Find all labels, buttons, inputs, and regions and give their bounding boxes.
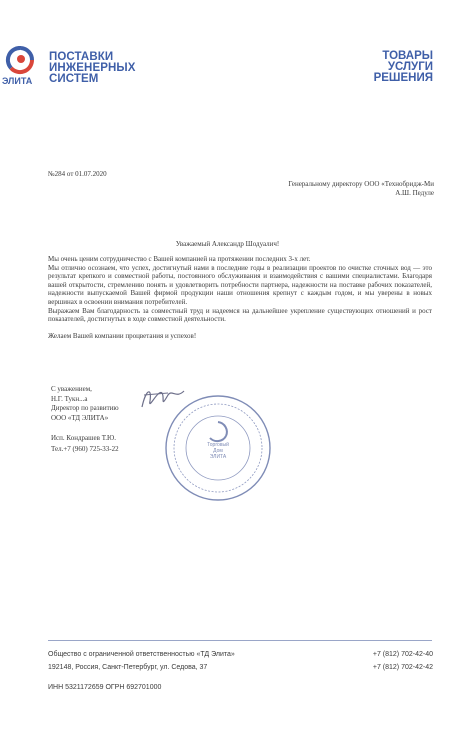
recipient-block — [288, 180, 434, 197]
closing-line: ООО «ТД ЭЛИТА» — [51, 413, 109, 422]
closing-line: С уважением, — [51, 385, 92, 393]
elita-logo-icon — [3, 46, 39, 76]
contact-block — [51, 433, 119, 455]
letter-body — [48, 255, 432, 340]
tagline-line: ТОВАРЫ — [382, 50, 433, 62]
company-stamp — [162, 392, 274, 509]
stamp-line: Торговый — [207, 442, 229, 448]
company-line: ИНЖЕНЕРНЫХ — [49, 62, 136, 74]
contact-line: Тел.+7 (960) 725-33-22 — [51, 445, 119, 453]
body-paragraph: Мы отлично осознаем, что успех, достигнутый нами в последние годы в реализации проектов по очистке сточных вод — это результат крепкого и совместной работы, постоянного обслуживания и взаимодействия с вашими специалистами. Благодаря вашей открытости, стремлению понять и удовлетворить потребности партнера, надежности на поставке рабочих показателей, надежности выпускаемой Вашей фирмой продукции наши отношения крепнут с каждым годом, и мы уверены в новых вершинах в освоении внимания потребителей. — [48, 263, 432, 306]
letter-number-date: №284 от 01.07.2020 — [48, 170, 107, 178]
company-descriptor — [49, 52, 136, 85]
body-paragraph: Выражаем Вам благодарность за совместный труд и надеемся на дальнейшее укрепление существующих отношений и рост показателей, достигнутых в ходе совместной деятельности. — [48, 306, 432, 324]
company-line: ПОСТАВКИ — [49, 51, 114, 63]
stamp-line: Дом — [213, 448, 223, 454]
recipient-line: А.Ш. Педуле — [395, 188, 434, 197]
contact-line: Исп. Кондрашев Т.Ю. — [51, 434, 116, 442]
closing-line: Директор по развитию — [51, 404, 119, 412]
brand-name: ЭЛИТА — [2, 76, 33, 86]
closing-line: Н.Г. Тукн...а — [51, 394, 88, 403]
footer-address: 192148, Россия, Санкт-Петербург, ул. Седова, 37 — [48, 664, 208, 671]
closing-block — [51, 385, 119, 423]
footer-ids: ИНН 5321172659 ОГРН 692701000 — [48, 684, 162, 691]
stamp-center — [162, 442, 274, 460]
stamp-line: ЭЛИТА — [209, 454, 227, 460]
tagline-line: УСЛУГИ — [387, 61, 433, 73]
body-paragraph: Мы очень ценим сотрудничество с Вашей компанией на протяжении последних 3-х лет. — [48, 255, 311, 263]
footer-phone-1: +7 (812) 702-42-40 — [372, 651, 433, 658]
footer-company: Общество с ограниченной ответственностью «ТД Элита» — [48, 651, 235, 658]
tagline-line: РЕШЕНИЯ — [373, 72, 433, 84]
recipient-line: Генеральному директору ООО «Технобридж-Ми — [288, 180, 434, 188]
footer-divider — [48, 640, 432, 641]
company-line: СИСТЕМ — [49, 73, 99, 85]
tagline — [374, 51, 433, 84]
salutation: Уважаемый Александр Шодуалич! — [175, 240, 280, 248]
body-paragraph: Желаем Вашей компании процветания и успехов! — [48, 331, 197, 340]
footer-phone-2: +7 (812) 702-42-42 — [372, 664, 433, 671]
